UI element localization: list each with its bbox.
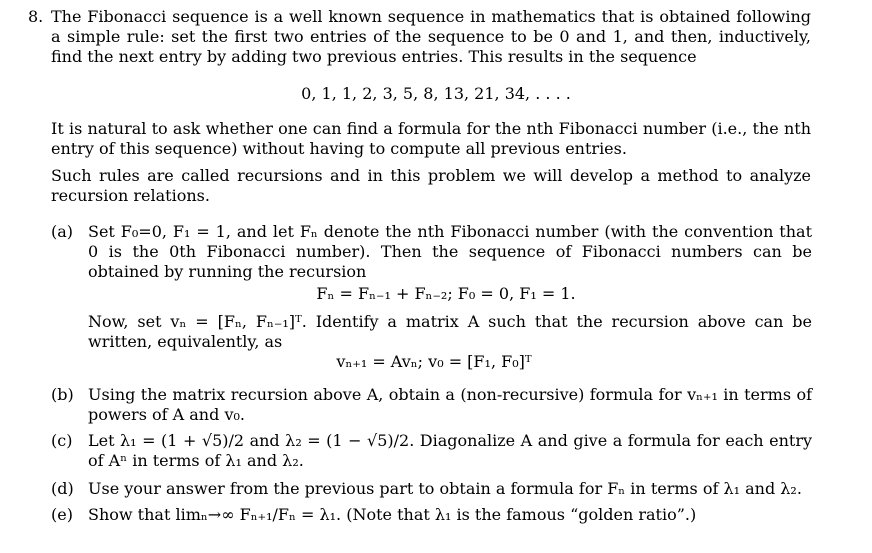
problem-number: 8. (28, 7, 44, 26)
part-c-label: (c) (51, 431, 73, 450)
part-d-label: (d) (51, 479, 74, 498)
part-b-text: Using the matrix recursion above A, obtain a (non-recursive) formula for vₙ₊₁ in terms of powers of A and v₀. (88, 385, 812, 424)
part-a-text-2: Now, set vₙ = [Fₙ, Fₙ₋₁]ᵀ. Identify a matrix A such that the recursion above can be written, equivalently, as (88, 312, 812, 351)
part-d-text: Use your answer from the previous part to obtain a formula for Fₙ in terms of λ₁ and λ₂. (88, 479, 802, 498)
problem-intro: The Fibonacci sequence is a well known sequence in mathematics that is obtained following a simple rule: set the first two entries of the sequence to be 0 and 1, and then, inductively, find the next entry by adding two previous entries. This results in the sequence (51, 7, 811, 66)
part-a-label: (a) (51, 222, 74, 241)
paragraph-formula-question: It is natural to ask whether one can find a formula for the nth Fibonacci number (i.e., the nth entry of this sequence) without having to compute all previous entries. (51, 119, 811, 158)
part-a-recursion-equation: Fₙ = Fₙ₋₁ + Fₙ₋₂; F₀ = 0, F₁ = 1. (316, 284, 576, 303)
part-e-label: (e) (51, 505, 73, 524)
part-e-text: Show that limₙ→∞ Fₙ₊₁/Fₙ = λ₁. (Note that λ₁ is the famous “golden ratio”.) (88, 505, 697, 524)
part-a-text: Set F₀=0, F₁ = 1, and let Fₙ denote the nth Fibonacci number (with the convention that 0 is the 0th Fibonacci number). Then the sequence of Fibonacci numbers can be obtained by running the recursion (88, 222, 812, 281)
paragraph-recursions: Such rules are called recursions and in this problem we will develop a method to analyze recursion relations. (51, 166, 811, 205)
part-a-matrix-equation: vₙ₊₁ = Avₙ; v₀ = [F₁, F₀]ᵀ (336, 352, 532, 371)
part-b-label: (b) (51, 385, 74, 404)
part-c-text: Let λ₁ = (1 + √5)/2 and λ₂ = (1 − √5)/2. Diagonalize A and give a formula for each entry of Aⁿ in terms of λ₁ and λ₂. (88, 431, 812, 470)
fibonacci-sequence: 0, 1, 1, 2, 3, 5, 8, 13, 21, 34, . . . . (301, 84, 571, 103)
